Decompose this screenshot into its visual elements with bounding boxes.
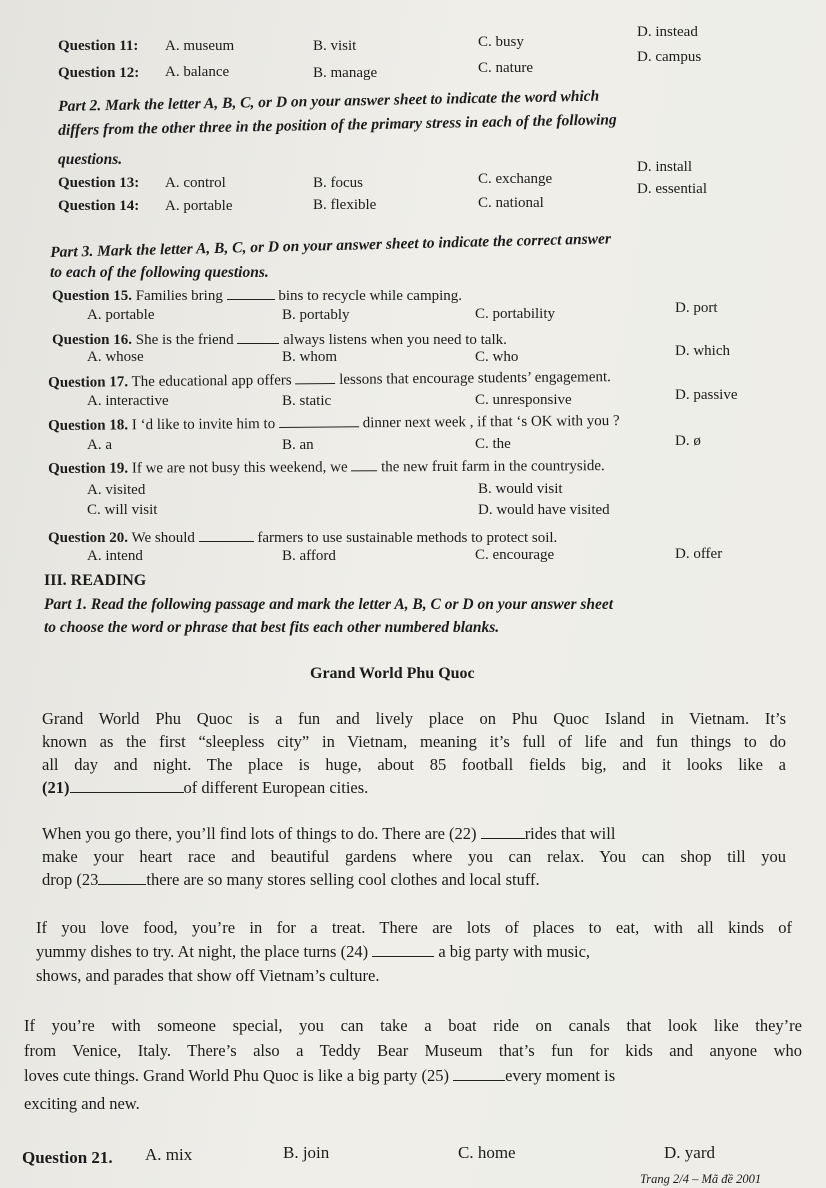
passage-text: rides that will bbox=[524, 824, 616, 843]
answer-blank-23 bbox=[98, 871, 146, 885]
passage-p1-line4 bbox=[42, 778, 368, 798]
stem-before: We should bbox=[131, 530, 195, 546]
q18-option-b: B. an bbox=[282, 437, 314, 453]
question-14-label: Question 14: bbox=[58, 198, 140, 214]
passage-p1-line1: Grand World Phu Quoc is a fun and lively place on Phu Quoc Island in Vietnam. It’s bbox=[42, 709, 786, 728]
part3-instruction-line2: to each of the following questions. bbox=[50, 264, 269, 281]
q11-option-c: C. busy bbox=[478, 34, 524, 50]
passage-p2-line2: make your heart race and beautiful gardens where you can relax. You can shop till you bbox=[42, 847, 786, 866]
passage-text: a big party with music, bbox=[438, 942, 591, 961]
q12-option-c: C. nature bbox=[478, 60, 533, 76]
stem-after: dinner next week , if that ‘s OK with you ? bbox=[362, 413, 620, 432]
passage-p4-line3 bbox=[24, 1066, 615, 1086]
q19-option-c: C. will visit bbox=[87, 502, 158, 518]
stem-before: The educational app offers bbox=[131, 372, 292, 391]
question-label: Question 12: bbox=[58, 65, 140, 81]
q11-option-d: D. instead bbox=[637, 24, 698, 40]
passage-text: there are so many stores selling cool clothes and local stuff. bbox=[146, 870, 540, 889]
question-label: Question 20. bbox=[48, 530, 129, 546]
passage-text: drop (23 bbox=[42, 870, 99, 889]
blank-number-21: (21) bbox=[42, 778, 70, 797]
q12-option-b: B. manage bbox=[313, 65, 378, 81]
q15-option-a: A. portable bbox=[87, 307, 155, 323]
passage-p2-line3 bbox=[42, 870, 540, 890]
q12-option-d: D. campus bbox=[637, 49, 702, 65]
passage-p1-line2: known as the first “sleepless city” in Vietnam, meaning it’s full of life and fun things to do bbox=[42, 732, 786, 751]
stem-before: I ‘d like to invite him to bbox=[131, 416, 276, 434]
stem-after: farmers to use sustainable methods to protect soil. bbox=[257, 530, 558, 546]
stem-after: lessons that encourage students’ engagement. bbox=[339, 369, 611, 388]
question-21-label: Question 21. bbox=[22, 1148, 113, 1167]
q15-option-d: D. port bbox=[675, 300, 718, 316]
question-19-stem bbox=[48, 456, 605, 478]
stem-before: Families bring bbox=[135, 288, 223, 304]
q13-option-d: D. install bbox=[637, 159, 692, 175]
q20-option-d: D. offer bbox=[675, 546, 723, 562]
reading-part1-instruction-line2: to choose the word or phrase that best fits each other numbered blanks. bbox=[44, 619, 500, 636]
reading-heading: III. READING bbox=[44, 572, 147, 589]
q18-option-c: C. the bbox=[475, 436, 511, 452]
passage-title: Grand World Phu Quoc bbox=[310, 665, 475, 682]
passage-p1-line3: all day and night. The place is huge, about 85 football fields big, and it looks like a bbox=[42, 755, 786, 774]
q17-option-d: D. passive bbox=[675, 387, 738, 403]
q21-option-d: D. yard bbox=[664, 1143, 715, 1162]
q11-option-a: A. museum bbox=[165, 38, 235, 54]
q19-option-b: B. would visit bbox=[478, 481, 563, 497]
q12-option-a: A. balance bbox=[165, 64, 230, 80]
passage-p4-line1: If you’re with someone special, you can take a boat ride on canals that look like they’re bbox=[24, 1016, 802, 1035]
passage-text: When you go there, you’ll find lots of things to do. There are (22) bbox=[42, 824, 477, 843]
question-label: Question 18. bbox=[48, 417, 129, 434]
passage-p4-line4: exciting and new. bbox=[24, 1094, 140, 1113]
question-label: Question 19. bbox=[48, 460, 129, 477]
q19-option-a: A. visited bbox=[87, 482, 146, 498]
part2-instruction-line2: differs from the other three in the position of the primary stress in each of the following bbox=[58, 111, 617, 139]
q21-option-a: A. mix bbox=[145, 1145, 193, 1164]
answer-blank bbox=[351, 457, 377, 471]
question-13-label: Question 13: bbox=[58, 175, 140, 191]
answer-blank bbox=[295, 370, 335, 384]
answer-blank bbox=[227, 286, 275, 300]
question-label: Question 16. bbox=[52, 332, 133, 348]
question-label: Question 17. bbox=[48, 374, 129, 391]
passage-p4-line2: from Venice, Italy. There’s also a Teddy Bear Museum that’s fun for kids and anyone who bbox=[24, 1041, 802, 1060]
part3-instruction-line1: Part 3. Mark the letter A, B, C, or D on your answer sheet to indicate the correct answer bbox=[50, 230, 612, 261]
question-20-stem bbox=[48, 528, 557, 547]
passage-p3-line2 bbox=[36, 942, 590, 962]
passage-text: yummy dishes to try. At night, the place turns (24) bbox=[36, 942, 369, 961]
q21-option-b: B. join bbox=[283, 1143, 330, 1162]
part2-instruction-line1: Part 2. Mark the letter A, B, C, or D on your answer sheet to indicate the word which bbox=[58, 87, 600, 115]
answer-blank-22 bbox=[481, 825, 525, 839]
answer-blank bbox=[199, 528, 254, 542]
q14-option-c: C. national bbox=[478, 195, 544, 211]
stem-after: the new fruit farm in the countryside. bbox=[381, 458, 605, 476]
passage-p2-line1 bbox=[42, 824, 615, 844]
q20-option-c: C. encourage bbox=[475, 547, 555, 563]
q16-option-d: D. which bbox=[675, 343, 730, 359]
q14-option-b: B. flexible bbox=[313, 197, 377, 213]
question-16-stem bbox=[52, 330, 507, 349]
passage-p3-line1: If you love food, you’re in for a treat. There are lots of places to eat, with all kinds of bbox=[36, 918, 792, 937]
answer-blank-21 bbox=[70, 779, 184, 793]
q20-option-b: B. afford bbox=[282, 548, 336, 564]
q13-option-b: B. focus bbox=[313, 175, 363, 191]
passage-text: every moment is bbox=[505, 1066, 616, 1085]
answer-blank-24 bbox=[372, 943, 434, 957]
q11-option-b: B. visit bbox=[313, 38, 357, 54]
question-label: Question 15. bbox=[52, 288, 133, 304]
q17-option-a: A. interactive bbox=[87, 393, 169, 409]
page-footer: Trang 2/4 – Mã đề 2001 bbox=[640, 1172, 762, 1186]
q21-option-c: C. home bbox=[458, 1143, 516, 1162]
q16-option-b: B. whom bbox=[282, 349, 338, 365]
q16-option-c: C. who bbox=[475, 349, 519, 365]
q17-option-b: B. static bbox=[282, 393, 332, 409]
q13-option-c: C. exchange bbox=[478, 171, 553, 187]
question-label: Question 11: bbox=[58, 38, 139, 54]
q18-option-d: D. ø bbox=[675, 433, 701, 449]
stem-after: always listens when you need to talk. bbox=[283, 332, 507, 348]
passage-p3-line3: shows, and parades that show off Vietnam’s culture. bbox=[36, 966, 380, 985]
answer-blank-25 bbox=[453, 1067, 505, 1081]
q17-option-c: C. unresponsive bbox=[475, 392, 572, 408]
q20-option-a: A. intend bbox=[87, 548, 143, 564]
q15-option-c: C. portability bbox=[475, 306, 555, 322]
stem-before: If we are not busy this weekend, we bbox=[131, 459, 348, 477]
stem-after: bins to recycle while camping. bbox=[278, 288, 463, 304]
q15-option-b: B. portably bbox=[282, 307, 350, 323]
question-17-stem bbox=[48, 367, 611, 392]
passage-text: of different European cities. bbox=[183, 778, 369, 797]
passage-text: loves cute things. Grand World Phu Quoc is like a big party (25) bbox=[24, 1066, 450, 1085]
q14-option-d: D. essential bbox=[637, 181, 707, 197]
reading-part1-instruction-line1: Part 1. Read the following passage and mark the letter A, B, C or D on your answer sheet bbox=[44, 596, 614, 613]
question-11 bbox=[58, 38, 138, 55]
stem-before: She is the friend bbox=[135, 332, 234, 348]
part2-instruction-line3: questions. bbox=[58, 151, 123, 168]
answer-blank bbox=[279, 413, 359, 428]
answer-blank bbox=[237, 330, 279, 344]
question-18-stem bbox=[48, 411, 620, 435]
question-12 bbox=[58, 65, 139, 82]
q19-option-d: D. would have visited bbox=[478, 502, 610, 518]
q18-option-a: A. a bbox=[87, 437, 112, 453]
q13-option-a: A. control bbox=[165, 175, 226, 191]
question-15-stem bbox=[52, 286, 462, 305]
q14-option-a: A. portable bbox=[165, 198, 233, 214]
q16-option-a: A. whose bbox=[87, 349, 144, 365]
